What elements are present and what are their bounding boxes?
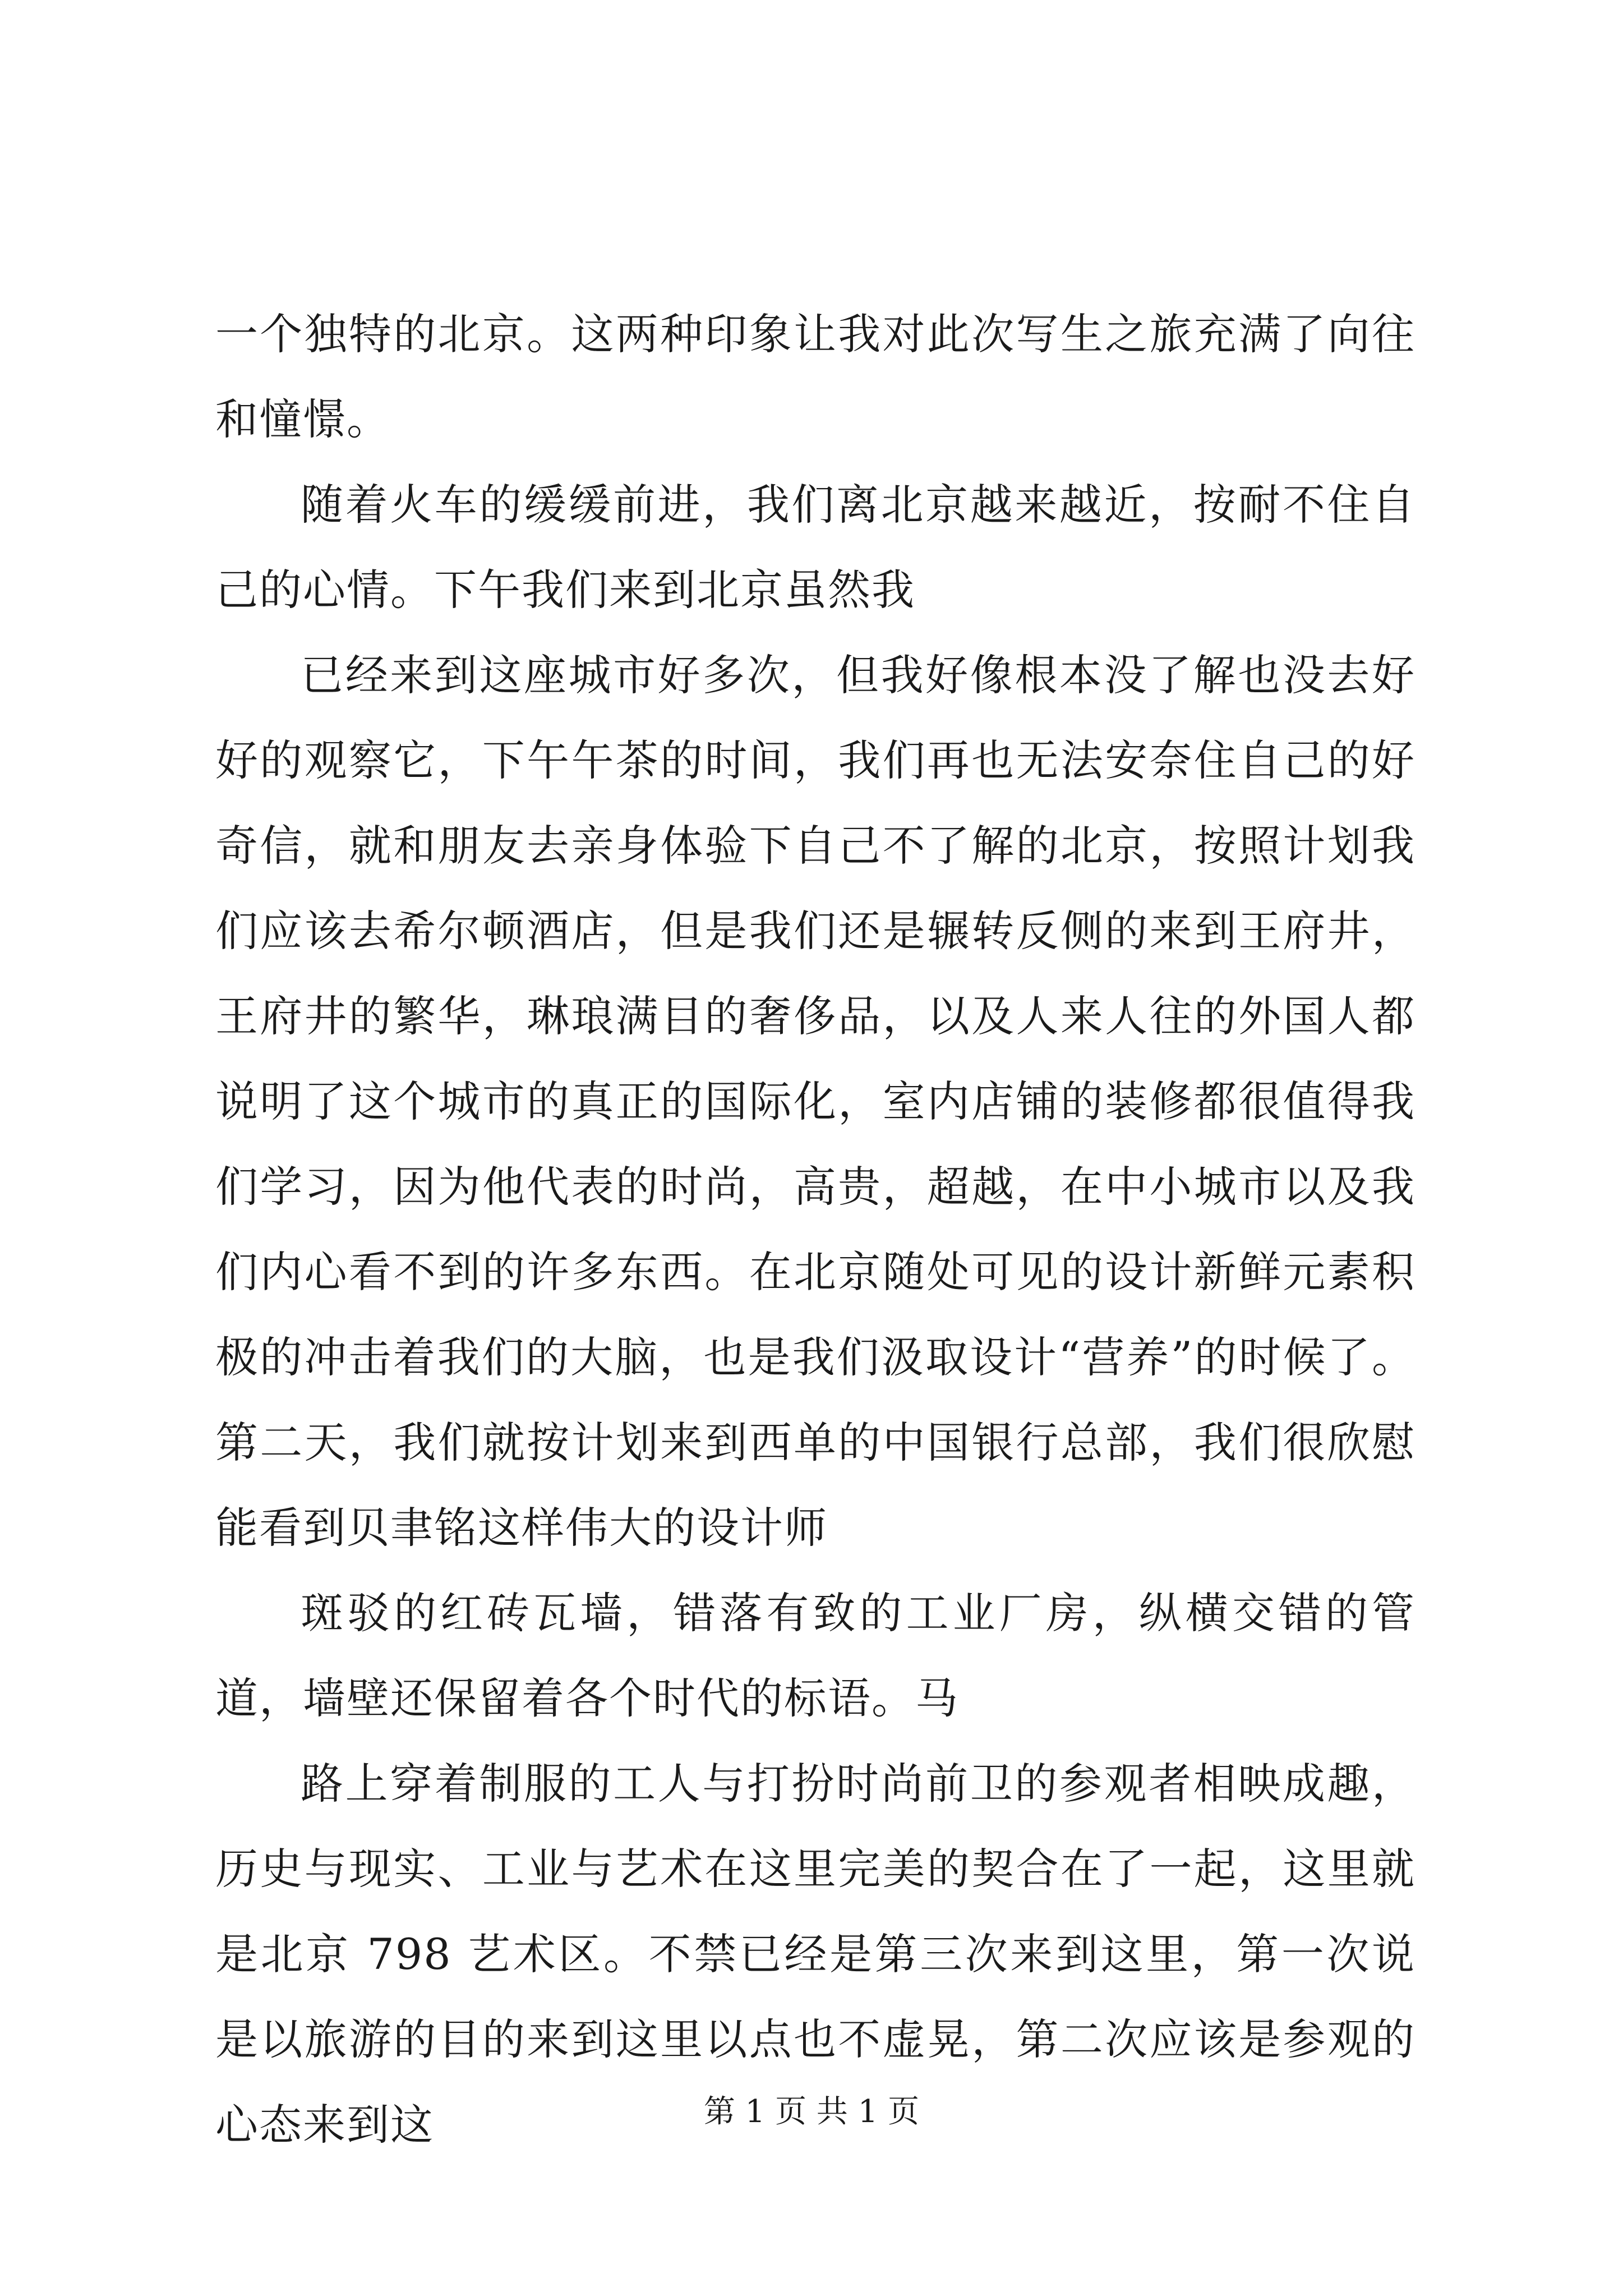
document-body — [215, 292, 1415, 2168]
paragraph-red-brick: 斑驳的红砖瓦墙，错落有致的工业厂房，纵横交错的管道，墙壁还保留着各个时代的标语。马 — [215, 1588, 1415, 1723]
paragraph-train-arrival: 随着火车的缓缓前进，我们离北京越来越近，按耐不住自己的心情。下午我们来到北京虽然我 — [215, 480, 1415, 615]
paragraph-798-art-district: 路上穿着制服的工人与打扮时尚前卫的参观者相映成趣，历史与现实、工业与艺术在这里完美的契合在了一起，这里就是北京 798 艺术区。不禁已经是第三次来到这里，第一次说是以旅游的目的来到这里以点也不虚晃，第二次应该是参观的心态来到这 — [215, 1759, 1415, 2150]
paragraph-wangfujing: 已经来到这座城市好多次，但我好像根本没了解也没去好好的观察它，下午午茶的时间，我们再也无法安奈住自己的好奇信，就和朋友去亲身体验下自己不了解的北京，按照计划我们应该去希尔顿酒店，但是我们还是辗转反侧的来到王府井，王府井的繁华，琳琅满目的奢侈品，以及人来人往的外国人都说明了这个城市的真正的国际化，室内店铺的装修都很值得我们学习，因为他代表的时尚，高贵，超越，在中小城市以及我们内心看不到的许多东西。在北京随处可见的设计新鲜元素积极的冲击着我们的大脑，也是我们汲取设计“营养”的时候了。第二天，我们就按计划来到西单的中国银行总部，我们很欣慰能看到贝聿铭这样伟大的设计师 — [215, 650, 1415, 1553]
page-footer: 第 1 页 共 1 页 — [703, 2093, 920, 2130]
paragraph-continuation: 一个独特的北京。这两种印象让我对此次写生之旅充满了向往和憧憬。 — [215, 309, 1415, 444]
